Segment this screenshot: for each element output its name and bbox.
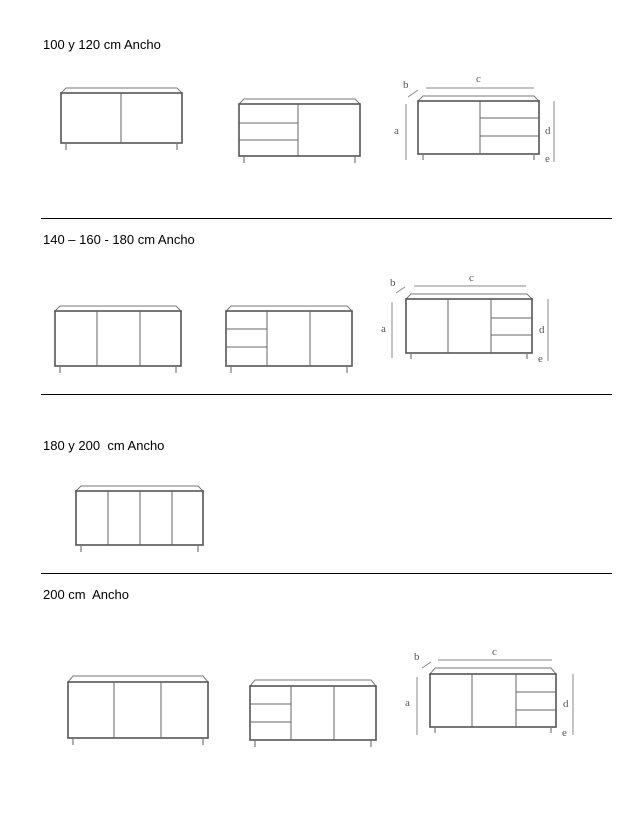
dim-label-b: b [414, 651, 420, 663]
dim-label-e: e [562, 727, 567, 739]
dim-label-b: b [403, 79, 409, 91]
sideboard-drawers-2-doors [221, 303, 361, 373]
dim-label-a: a [405, 697, 410, 709]
section-heading-100-120: 100 y 120 cm Ancho [43, 37, 161, 52]
section-heading-180-200: 180 y 200 cm Ancho [43, 438, 165, 453]
dim-label-d: d [563, 698, 569, 710]
sideboard-2-doors [56, 84, 188, 154]
dim-label-d: d [545, 125, 551, 137]
sideboard-dimensioned-2 [378, 268, 568, 368]
sideboard-drawers-door [234, 96, 366, 166]
dim-label-a: a [394, 125, 399, 137]
section-heading-200: 200 cm Ancho [43, 587, 129, 602]
section-divider [41, 218, 612, 219]
sideboard-drawers-2-doors-wide [245, 677, 385, 749]
section-divider [41, 573, 612, 574]
dim-label-e: e [545, 153, 550, 165]
dim-label-b: b [390, 277, 396, 289]
sideboard-3-doors [50, 303, 190, 373]
dim-label-c: c [469, 272, 474, 284]
dim-label-e: e [538, 353, 543, 365]
sideboard-3-doors-wide [63, 673, 215, 745]
dim-label-c: c [476, 73, 481, 85]
sideboard-dimensioned-1 [390, 70, 570, 170]
dim-label-c: c [492, 646, 497, 658]
sideboard-dimensioned-3 [400, 643, 590, 743]
dim-label-d: d [539, 324, 545, 336]
sideboard-4-doors [71, 483, 211, 553]
dim-label-a: a [381, 323, 386, 335]
section-heading-140-180: 140 – 160 - 180 cm Ancho [43, 232, 195, 247]
section-divider [41, 394, 612, 395]
